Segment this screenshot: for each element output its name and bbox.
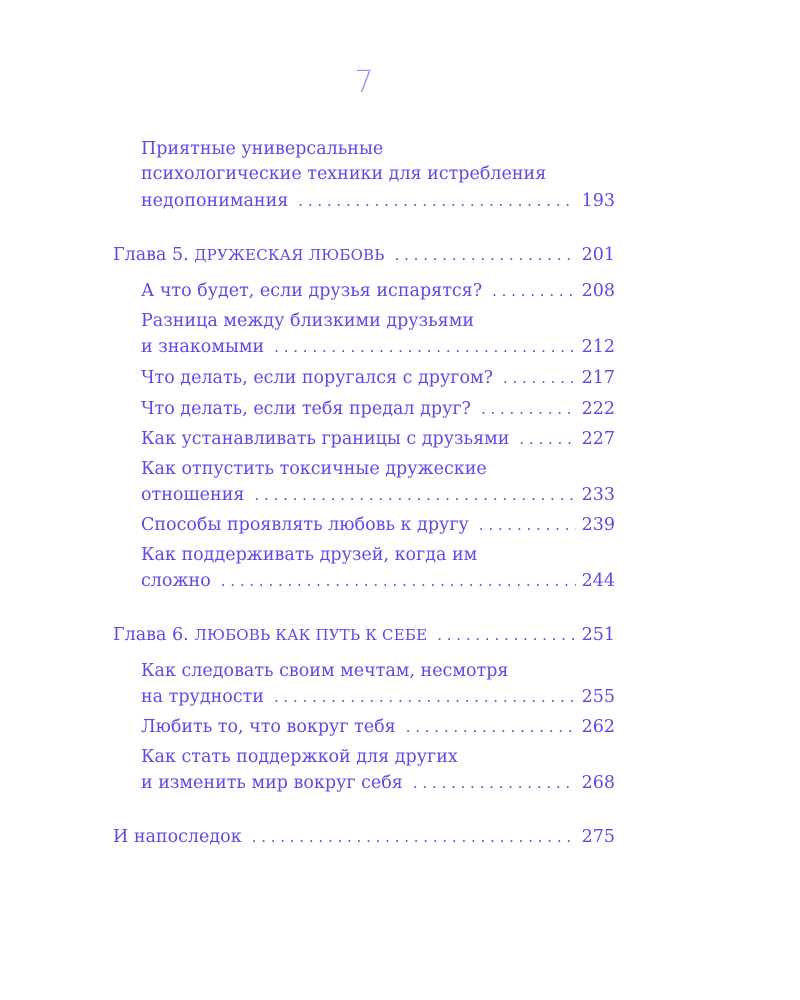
toc-entry-text: Как отпустить токсичные дружеские [141, 459, 487, 479]
toc-entry-boundaries[interactable] [141, 426, 615, 452]
toc-page-number: 255 [581, 687, 615, 707]
toc-entry-show-love[interactable] [141, 512, 615, 538]
chapter-heading [113, 242, 385, 268]
chapter-heading [113, 622, 427, 648]
toc-page-number: 268 [581, 773, 615, 793]
dot-leader [503, 365, 576, 391]
dot-leader [492, 278, 575, 304]
toc-entry-text: и изменить мир вокруг себя [141, 773, 403, 793]
toc-entry-text: Как поддерживать друзей, когда им [141, 545, 478, 565]
toc-entry-text: Приятные универсальные [141, 139, 384, 159]
toc-entry-text: психологические техники для истребления [141, 164, 547, 184]
toc-entry-text: Что делать, если тебя предал друг? [141, 399, 471, 419]
dot-leader [298, 188, 575, 214]
dot-leader [413, 770, 576, 796]
toc-entry-dreams-line1 [141, 658, 615, 684]
toc-entry-dreams[interactable] [141, 684, 615, 710]
toc-entry-toxic[interactable] [141, 482, 615, 508]
dot-leader [274, 334, 575, 360]
chapter-prefix: Глава 5. [113, 245, 189, 265]
dot-leader [406, 714, 576, 740]
chapter-title: ДРУЖЕСКАЯ ЛЮБОВЬ [194, 246, 385, 264]
toc-page-number: 212 [581, 337, 615, 357]
toc-entry-text: Способы проявлять любовь к другу [141, 515, 469, 535]
toc-page-number: 275 [581, 827, 615, 847]
toc-entry-text: Любить то, что вокруг тебя [141, 717, 396, 737]
toc-entry-text: и знакомыми [141, 337, 265, 357]
toc-final[interactable] [113, 824, 615, 850]
toc-entry-toxic-line1 [141, 456, 615, 482]
toc-entry-text: Что делать, если поругался с другом? [141, 368, 493, 388]
toc-page-number: 262 [581, 717, 615, 737]
toc-entry-quarrel[interactable] [141, 365, 615, 391]
toc-entry-support[interactable] [141, 568, 615, 594]
toc-page-number: 201 [581, 245, 615, 265]
toc-entry-change-world-line1 [141, 744, 615, 770]
toc-entry-text: Разница между близкими друзьями [141, 311, 474, 331]
toc-page-number: 227 [581, 429, 615, 449]
toc-entry-psych[interactable] [141, 188, 615, 214]
toc-entry-text: И напоследок [113, 827, 242, 847]
chapter-title: ЛЮБОВЬ КАК ПУТЬ К СЕБЕ [194, 626, 428, 644]
toc-entry-text: А что будет, если друзья испарятся? [141, 281, 483, 301]
toc-entry-betrayal[interactable] [141, 396, 615, 422]
dot-leader [395, 242, 576, 268]
toc-page-number: 239 [581, 515, 615, 535]
dot-leader [254, 482, 575, 508]
toc-chapter-6[interactable] [113, 622, 615, 648]
toc-entry-psych-line2 [141, 161, 615, 187]
toc-entry-text: сложно [141, 571, 211, 591]
toc-page-number: 193 [581, 191, 615, 211]
toc-entry-love-around[interactable] [141, 714, 615, 740]
toc-entry-support-line1 [141, 542, 615, 568]
toc-page-number: 244 [581, 571, 615, 591]
toc-page-number: 208 [581, 281, 615, 301]
toc-entry-change-world[interactable] [141, 770, 615, 796]
toc-entry-text: отношения [141, 485, 245, 505]
toc-page-number: 222 [581, 399, 615, 419]
toc-entry-text: на трудности [141, 687, 264, 707]
dot-leader [481, 396, 576, 422]
toc-entry-friends-vanish[interactable] [141, 278, 615, 304]
toc-page-number: 233 [581, 485, 615, 505]
toc-entry-text: Как стать поддержкой для других [141, 747, 458, 767]
dot-leader [519, 426, 575, 452]
dot-leader [252, 824, 576, 850]
toc-chapter-5[interactable] [113, 242, 615, 268]
toc-entry-psych-line1 [141, 136, 615, 162]
toc-entry-close-friends[interactable] [141, 334, 615, 360]
page-number: 7 [354, 65, 374, 100]
toc-entry-close-friends-line1 [141, 308, 615, 334]
dot-leader [437, 622, 575, 648]
toc-page-number: 217 [581, 368, 615, 388]
chapter-prefix: Глава 6. [113, 625, 189, 645]
toc-entry-text: недопонимания [141, 191, 289, 211]
dot-leader [221, 568, 576, 594]
toc-entry-text: Как следовать своим мечтам, несмотря [141, 661, 509, 681]
dot-leader [274, 684, 576, 710]
toc-entry-text: Как устанавливать границы с друзьями [141, 429, 510, 449]
toc-page-number: 251 [581, 625, 615, 645]
dot-leader [479, 512, 576, 538]
